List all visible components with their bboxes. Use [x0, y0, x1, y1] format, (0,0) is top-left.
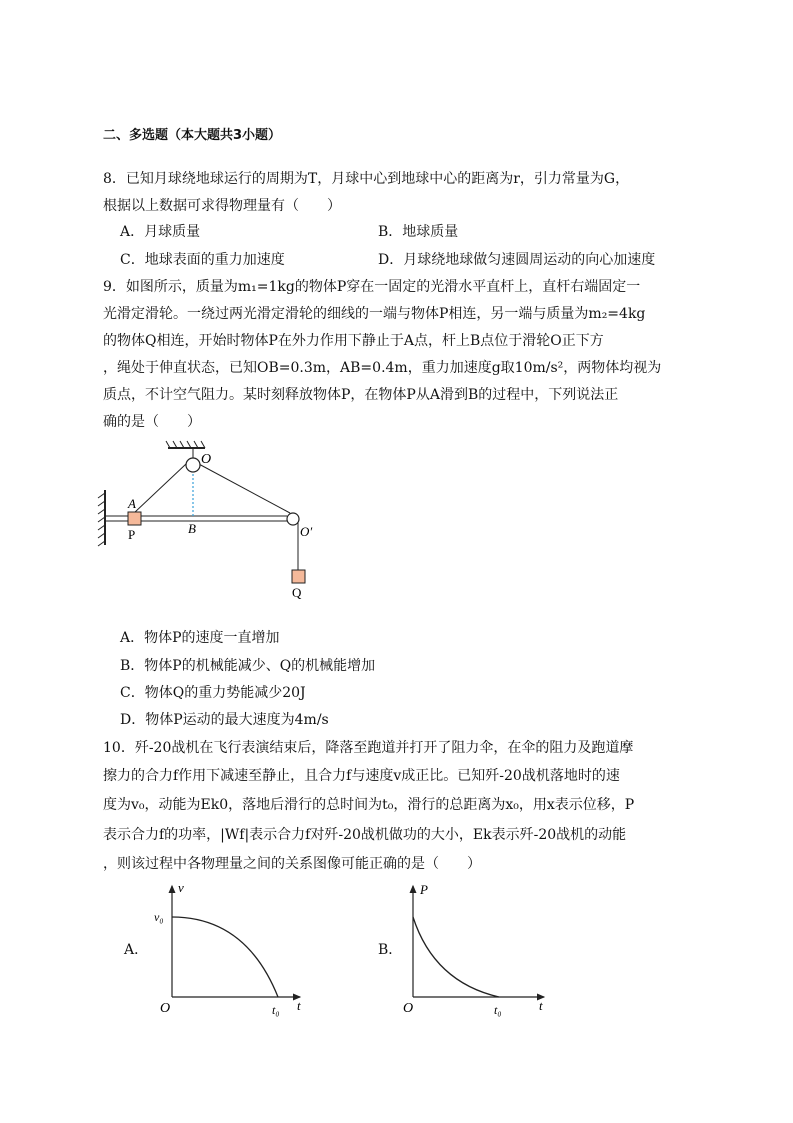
q9-stem-line-5: 质点，不计空气阻力。某时刻释放物体P，在物体P从A滑到B的过程中，下列说法正: [103, 387, 619, 403]
graph-a-xlabel: t: [297, 998, 301, 1013]
q8-option-d: D．月球绕地球做匀速圆周运动的向心加速度: [378, 252, 656, 268]
q9-stem-line-4: ，绳处于伸直状态，已知OB=0.3m，AB=0.4m，重力加速度g取10m/s²，两物体均视为: [103, 360, 662, 376]
pulley-O-prime: [287, 513, 299, 525]
q10-stem-line-2: 擦力的合力f作用下减速至静止，且合力f与速度v成正比。已知歼-20战机落地时的速: [103, 768, 620, 784]
graph-a-curve: [172, 917, 278, 997]
wall: [98, 490, 105, 546]
q8-option-a: A．月球质量: [120, 224, 201, 240]
q9-option-d: D．物体P运动的最大速度为4m/s: [120, 712, 329, 728]
graph-b-ylabel: P: [420, 882, 428, 897]
graph-a: [150, 880, 310, 1020]
q9-option-a: A．物体P的速度一直增加: [120, 630, 280, 646]
q8-stem-line-1: 8．已知月球绕地球运行的周期为T，月球中心到地球中心的距离为r，引力常量为G，: [103, 171, 630, 187]
q8-option-b: B．地球质量: [378, 224, 459, 240]
graph-a-option-label: A．: [124, 942, 149, 958]
label-B: B: [188, 521, 196, 536]
graph-b: [396, 880, 556, 1020]
graph-b-option-label: B．: [378, 942, 403, 958]
graph-b-origin: O: [403, 1001, 414, 1016]
q10-stem-line-3: 度为v₀，动能为Ek0，落地后滑行的总时间为t₀，滑行的总距离为x₀，用x表示位移，P: [103, 797, 635, 813]
graph-b-curve: [413, 917, 499, 997]
graph-a-origin: O: [160, 1001, 171, 1016]
q9-option-c: C．物体Q的重力势能减少20J: [120, 685, 306, 701]
pulley-O: [186, 458, 200, 472]
graph-b-t0: t₀: [494, 1003, 502, 1017]
label-A: A: [128, 496, 136, 511]
q10-stem-line-5: ，则该过程中各物理量之间的关系图像可能正确的是（ ）: [103, 856, 481, 872]
label-O: O: [201, 452, 212, 467]
block-Q: [292, 570, 305, 583]
q8-option-c: C．地球表面的重力加速度: [120, 252, 285, 268]
q10-stem-line-4: 表示合力f的功率，|Wf|表示合力f对歼-20战机做功的大小，Ek表示歼-20战机的动能: [103, 827, 627, 843]
q9-stem-line-2: 光滑定滑轮。一绕过两光滑定滑轮的细线的一端与物体P相连，另一端与质量为m₂=4kg: [103, 306, 646, 322]
q9-stem-line-3: 的物体Q相连，开始时物体P在外力作用下静止于A点，杆上B点位于滑轮O正下方: [103, 333, 604, 349]
label-P: P: [128, 527, 136, 542]
q9-stem-line-6: 确的是（ ）: [103, 414, 201, 430]
graph-b-xlabel: t: [539, 998, 543, 1013]
block-P: [128, 512, 141, 525]
q10-stem-line-1: 10．歼-20战机在飞行表演结束后，降落至跑道并打开了阻力伞，在伞的阻力及跑道摩: [103, 740, 634, 756]
ceiling-support: [166, 441, 205, 460]
label-O-prime: O′: [300, 524, 313, 539]
q9-option-b: B．物体P的机械能减少、Q的机械能增加: [120, 658, 376, 674]
graph-a-v0: v₀: [154, 910, 164, 924]
section-heading: 二、多选题（本大题共3小题）: [103, 128, 282, 143]
graph-a-t0: t₀: [272, 1003, 280, 1017]
q8-stem-line-2: 根据以上数据可求得物理量有（ ）: [103, 198, 341, 214]
label-Q: Q: [292, 585, 302, 600]
graph-a-ylabel: v: [178, 880, 184, 895]
q9-stem-line-1: 9．如图所示，质量为m₁=1kg的物体P穿在一固定的光滑水平直杆上，直杆右端固定一: [103, 279, 641, 295]
pulley-diagram: [95, 438, 325, 603]
